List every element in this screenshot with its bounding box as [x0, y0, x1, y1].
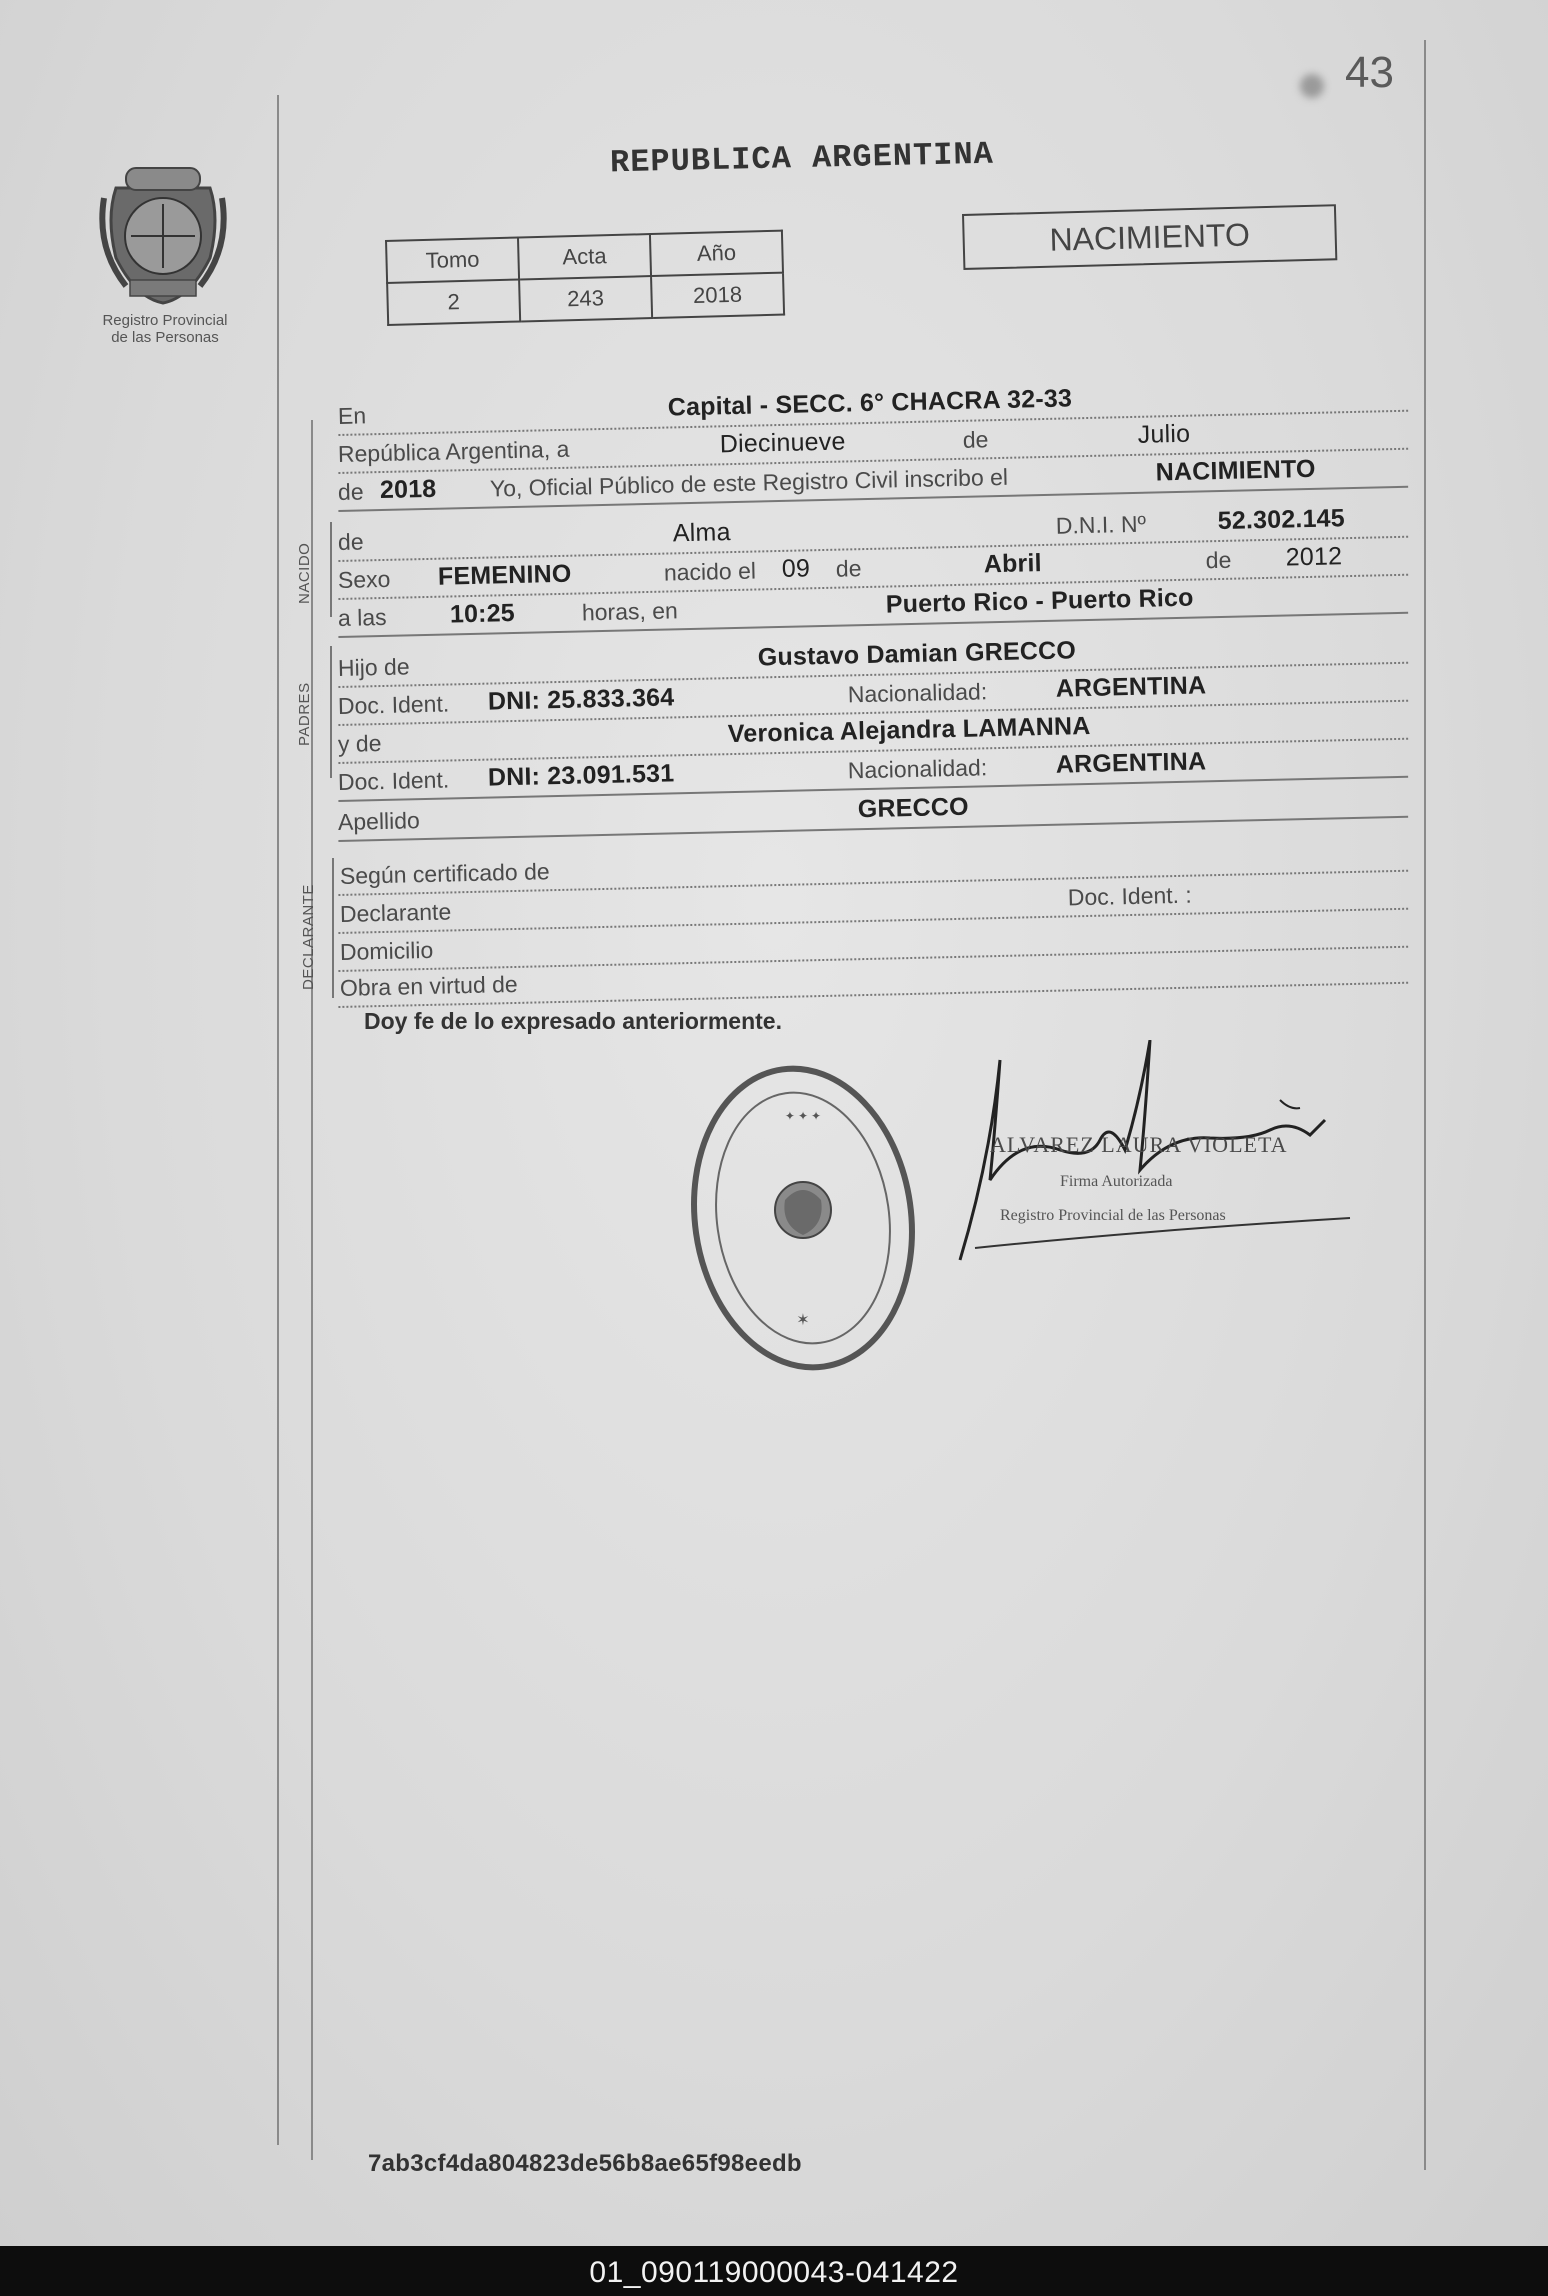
inner-margin-line: [311, 420, 313, 2160]
label-mother-doc: Doc. Ident.: [337, 766, 450, 795]
footer-bar: [0, 2246, 1548, 2296]
value-acta: 243: [519, 276, 652, 321]
value-birth-day: 09: [781, 554, 811, 583]
label-segun: Según certificado de: [339, 858, 550, 889]
value-anio: 2018: [651, 273, 784, 318]
document-hash: 7ab3cf4da804823de56b8ae65f98eedb: [368, 2150, 802, 2177]
label-mother-nat: Nacionalidad:: [847, 754, 988, 784]
value-apellido: GRECCO: [857, 792, 970, 824]
label-father-nat: Nacionalidad:: [847, 678, 988, 708]
signature-name: ALVAREZ LAURA VIOLETA: [990, 1132, 1288, 1157]
label-horas-en: horas, en: [581, 597, 679, 626]
value-hour: 10:25: [449, 598, 516, 629]
value-mother-nat: ARGENTINA: [1055, 747, 1207, 779]
value-year: 2018: [379, 474, 437, 505]
value-month: Julio: [1137, 419, 1191, 449]
section-declarante: DECLARANTE: [300, 884, 317, 990]
label-apellido: Apellido: [337, 807, 421, 835]
label-y-de: y de: [337, 730, 382, 757]
signature-office: Registro Provincial de las Personas: [1000, 1207, 1226, 1224]
record-type-box: NACIMIENTO: [962, 204, 1337, 270]
value-father-name: Gustavo Damian GRECCO: [757, 636, 1077, 672]
label-declarante: Declarante: [339, 898, 452, 927]
section-nacido-line: [330, 522, 332, 617]
left-margin-line: [277, 95, 279, 2145]
section-nacido: NACIDO: [296, 542, 313, 604]
label-de-name: de: [337, 528, 364, 555]
header-acta: Acta: [518, 234, 651, 279]
value-father-nat: ARGENTINA: [1055, 671, 1207, 703]
value-place: Puerto Rico - Puerto Rico: [885, 583, 1194, 619]
document-title: REPUBLICA ARGENTINA: [609, 135, 995, 182]
value-father-doc: DNI: 25.833.364: [487, 683, 675, 716]
label-domicilio: Domicilio: [339, 936, 434, 965]
logo-caption-line1: Registro Provincial: [102, 312, 228, 329]
registry-table: [385, 230, 785, 326]
label-sexo: Sexo: [337, 565, 391, 593]
page-number: 43: [1345, 48, 1394, 97]
signature-role: Firma Autorizada: [1060, 1173, 1173, 1190]
label-en: En: [337, 402, 367, 429]
label-nacido-el: nacido el: [663, 557, 757, 586]
page-smudge: [1300, 74, 1324, 98]
value-birth-month: Abril: [983, 549, 1043, 579]
section-padres: PADRES: [296, 682, 313, 746]
svg-text:✶: ✶: [796, 1312, 810, 1329]
text-yo-oficial: Yo, Oficial Público de este Registro Civil inscribo el: [489, 463, 1009, 502]
value-inscribo: NACIMIENTO: [1155, 454, 1316, 487]
official-seal-stamp: [685, 1060, 925, 1380]
label-dni: D.N.I. Nº: [1055, 510, 1147, 539]
section-padres-line: [330, 646, 332, 778]
label-hijo: Hijo de: [337, 653, 410, 681]
value-tomo: 2: [387, 280, 520, 325]
right-margin-line: [1424, 40, 1426, 2170]
header-tomo: Tomo: [386, 238, 519, 283]
header-anio: Año: [650, 231, 783, 276]
closing-statement: Doy fe de lo expresado anteriormente.: [364, 1008, 782, 1034]
label-de4: de: [1205, 546, 1232, 574]
logo-caption-line2: de las Personas: [111, 329, 219, 346]
label-de2: de: [337, 478, 364, 505]
label-republica: República Argentina, a: [337, 435, 570, 467]
value-birth-year: 2012: [1285, 542, 1343, 572]
label-de3: de: [835, 555, 862, 582]
label-obra: Obra en virtud de: [339, 970, 518, 1001]
section-declarante-line: [332, 858, 334, 998]
label-a-las: a las: [337, 603, 387, 631]
logo-caption: [70, 312, 260, 346]
province-shield-logo: [96, 158, 230, 308]
handwritten-signature: [950, 1040, 1370, 1270]
value-name: Alma: [672, 518, 731, 548]
value-en: Capital - SECC. 6° CHACRA 32-33: [667, 384, 1073, 422]
value-mother-name: Veronica Alejandra LAMANNA: [727, 711, 1091, 749]
svg-text:✦ ✦ ✦: ✦ ✦ ✦: [784, 1109, 822, 1123]
footer-id: 01_090119000043-041422: [589, 2256, 959, 2289]
label-decl-doc: Doc. Ident. :: [1067, 881, 1193, 911]
value-sexo: FEMENINO: [437, 559, 572, 591]
value-mother-doc: DNI: 23.091.531: [487, 759, 675, 792]
label-de: de: [962, 426, 989, 453]
value-day: Diecinueve: [719, 427, 846, 459]
value-dni: 52.302.145: [1217, 504, 1346, 536]
label-father-doc: Doc. Ident.: [337, 690, 450, 719]
